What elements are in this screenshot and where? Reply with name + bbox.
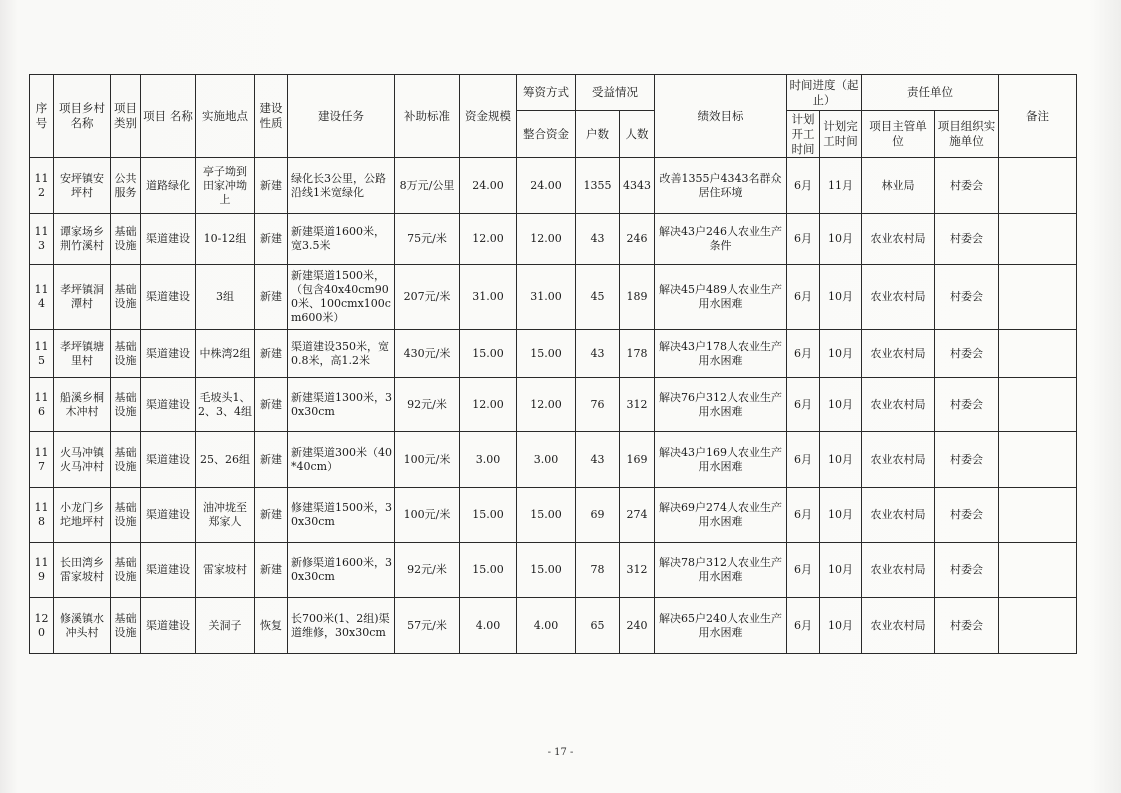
header-nature: 建设性质 (255, 75, 288, 158)
cell-location: 25、26组 (196, 432, 255, 488)
cell-dept: 林业局 (862, 158, 935, 214)
cell-category: 基础设施 (111, 214, 141, 265)
cell-integrated-funds: 12.00 (517, 214, 576, 265)
cell-category: 基础设施 (111, 488, 141, 543)
cell-dept: 农业农村局 (862, 265, 935, 330)
cell-task: 渠道建设350米，宽0.8米，高1.2米 (288, 330, 395, 378)
cell-start: 6月 (787, 158, 820, 214)
cell-performance: 解决45户489人农业生产用水困难 (655, 265, 787, 330)
table-row (30, 330, 1077, 378)
cell-category: 基础设施 (111, 378, 141, 432)
cell-seq: 119 (30, 543, 54, 598)
cell-location: 毛坡头1、2、3、4组 (196, 378, 255, 432)
cell-scale: 3.00 (460, 432, 517, 488)
cell-integrated-funds: 31.00 (517, 265, 576, 330)
cell-village: 火马冲镇火马冲村 (54, 432, 111, 488)
cell-remark (999, 214, 1077, 265)
cell-org: 村委会 (935, 378, 999, 432)
cell-remark (999, 543, 1077, 598)
cell-start: 6月 (787, 598, 820, 654)
cell-start: 6月 (787, 543, 820, 598)
cell-task: 新修渠道1600米，30x30cm (288, 543, 395, 598)
cell-performance: 解决43户246人农业生产条件 (655, 214, 787, 265)
header-beneficiary: 受益情况 (576, 75, 655, 111)
cell-households: 1355 (576, 158, 620, 214)
cell-project-name: 道路绿化 (141, 158, 196, 214)
cell-end: 10月 (820, 330, 862, 378)
cell-project-name: 渠道建设 (141, 598, 196, 654)
cell-dept: 农业农村局 (862, 378, 935, 432)
cell-performance: 解决69户274人农业生产用水困难 (655, 488, 787, 543)
cell-start: 6月 (787, 214, 820, 265)
cell-integrated-funds: 15.00 (517, 488, 576, 543)
cell-task: 绿化长3公里，公路沿线1米宽绿化 (288, 158, 395, 214)
header-org: 项目组织实施单位 (935, 111, 999, 158)
header-schedule: 时间进度（起止） (787, 75, 862, 111)
cell-seq: 118 (30, 488, 54, 543)
cell-integrated-funds: 24.00 (517, 158, 576, 214)
cell-dept: 农业农村局 (862, 432, 935, 488)
cell-remark (999, 598, 1077, 654)
cell-dept: 农业农村局 (862, 488, 935, 543)
cell-performance: 改善1355户4343名群众居住环境 (655, 158, 787, 214)
cell-task: 修建渠道1500米，30x30cm (288, 488, 395, 543)
header-village: 项目乡村名称 (54, 75, 111, 158)
cell-integrated-funds: 12.00 (517, 378, 576, 432)
cell-persons: 312 (620, 378, 655, 432)
cell-project-name: 渠道建设 (141, 543, 196, 598)
cell-subsidy: 8万元/公里 (395, 158, 460, 214)
table-row (30, 432, 1077, 488)
cell-task: 新建渠道300米（40*40cm） (288, 432, 395, 488)
cell-scale: 12.00 (460, 378, 517, 432)
header-scale: 资金规模 (460, 75, 517, 158)
cell-performance: 解决78户312人农业生产用水困难 (655, 543, 787, 598)
cell-persons: 169 (620, 432, 655, 488)
cell-subsidy: 430元/米 (395, 330, 460, 378)
cell-seq: 114 (30, 265, 54, 330)
cell-project-name: 渠道建设 (141, 214, 196, 265)
cell-task: 新建渠道1500米，（包含40x40cm900米、100cmx100cm600米） (288, 265, 395, 330)
header-row-1 (30, 75, 1077, 111)
header-subsidy: 补助标准 (395, 75, 460, 158)
cell-start: 6月 (787, 488, 820, 543)
cell-project-name: 渠道建设 (141, 378, 196, 432)
cell-end: 10月 (820, 543, 862, 598)
cell-start: 6月 (787, 378, 820, 432)
cell-scale: 15.00 (460, 488, 517, 543)
cell-village: 小龙门乡坨地坪村 (54, 488, 111, 543)
cell-seq: 120 (30, 598, 54, 654)
cell-remark (999, 432, 1077, 488)
cell-integrated-funds: 15.00 (517, 330, 576, 378)
cell-nature: 新建 (255, 488, 288, 543)
cell-scale: 12.00 (460, 214, 517, 265)
cell-scale: 24.00 (460, 158, 517, 214)
cell-households: 65 (576, 598, 620, 654)
cell-org: 村委会 (935, 432, 999, 488)
cell-scale: 31.00 (460, 265, 517, 330)
cell-end: 10月 (820, 488, 862, 543)
table-row (30, 265, 1077, 330)
table-row (30, 214, 1077, 265)
cell-dept: 农业农村局 (862, 598, 935, 654)
cell-village: 安坪镇安坪村 (54, 158, 111, 214)
cell-nature: 新建 (255, 214, 288, 265)
header-category: 项目类别 (111, 75, 141, 158)
cell-persons: 189 (620, 265, 655, 330)
cell-location: 雷家坡村 (196, 543, 255, 598)
cell-dept: 农业农村局 (862, 214, 935, 265)
cell-persons: 240 (620, 598, 655, 654)
cell-subsidy: 100元/米 (395, 432, 460, 488)
cell-remark (999, 378, 1077, 432)
cell-dept: 农业农村局 (862, 330, 935, 378)
cell-start: 6月 (787, 330, 820, 378)
cell-org: 村委会 (935, 488, 999, 543)
cell-scale: 4.00 (460, 598, 517, 654)
cell-task: 长700米(1、2组)渠道维修，30x30cm (288, 598, 395, 654)
header-project-name: 项目 名称 (141, 75, 196, 158)
cell-org: 村委会 (935, 543, 999, 598)
cell-persons: 274 (620, 488, 655, 543)
cell-nature: 恢复 (255, 598, 288, 654)
cell-location: 油冲垅至郑家人 (196, 488, 255, 543)
cell-integrated-funds: 4.00 (517, 598, 576, 654)
cell-nature: 新建 (255, 378, 288, 432)
cell-scale: 15.00 (460, 543, 517, 598)
cell-location: 亭子坳到田家冲坳上 (196, 158, 255, 214)
cell-village: 长田湾乡雷家坡村 (54, 543, 111, 598)
cell-org: 村委会 (935, 158, 999, 214)
cell-integrated-funds: 15.00 (517, 543, 576, 598)
cell-project-name: 渠道建设 (141, 488, 196, 543)
header-funding: 筹资方式 (517, 75, 576, 111)
header-seq: 序号 (30, 75, 54, 158)
cell-start: 6月 (787, 432, 820, 488)
cell-households: 69 (576, 488, 620, 543)
cell-scale: 15.00 (460, 330, 517, 378)
header-persons: 人数 (620, 111, 655, 158)
cell-persons: 4343 (620, 158, 655, 214)
cell-end: 10月 (820, 265, 862, 330)
cell-remark (999, 488, 1077, 543)
cell-persons: 312 (620, 543, 655, 598)
cell-integrated-funds: 3.00 (517, 432, 576, 488)
cell-subsidy: 207元/米 (395, 265, 460, 330)
cell-nature: 新建 (255, 330, 288, 378)
cell-nature: 新建 (255, 543, 288, 598)
cell-location: 中株湾2组 (196, 330, 255, 378)
cell-dept: 农业农村局 (862, 543, 935, 598)
cell-project-name: 渠道建设 (141, 432, 196, 488)
cell-performance: 解决43户178人农业生产用水困难 (655, 330, 787, 378)
cell-category: 基础设施 (111, 543, 141, 598)
cell-households: 76 (576, 378, 620, 432)
cell-seq: 112 (30, 158, 54, 214)
header-performance: 绩效目标 (655, 75, 787, 158)
header-households: 户数 (576, 111, 620, 158)
cell-nature: 新建 (255, 432, 288, 488)
header-end: 计划完工时间 (820, 111, 862, 158)
cell-remark (999, 265, 1077, 330)
header-responsible: 责任单位 (862, 75, 999, 111)
cell-nature: 新建 (255, 265, 288, 330)
cell-category: 基础设施 (111, 432, 141, 488)
cell-location: 关洞子 (196, 598, 255, 654)
cell-end: 10月 (820, 598, 862, 654)
cell-end: 10月 (820, 432, 862, 488)
cell-seq: 116 (30, 378, 54, 432)
cell-task: 新建渠道1300米，30x30cm (288, 378, 395, 432)
cell-task: 新建渠道1600米，宽3.5米 (288, 214, 395, 265)
cell-performance: 解决65户240人农业生产用水困难 (655, 598, 787, 654)
cell-subsidy: 92元/米 (395, 543, 460, 598)
cell-subsidy: 57元/米 (395, 598, 460, 654)
page-number: - 17 - (547, 747, 574, 758)
cell-seq: 115 (30, 330, 54, 378)
cell-village: 修溪镇水冲头村 (54, 598, 111, 654)
cell-category: 基础设施 (111, 265, 141, 330)
cell-location: 3组 (196, 265, 255, 330)
cell-households: 43 (576, 330, 620, 378)
cell-remark (999, 330, 1077, 378)
header-start: 计划开工时间 (787, 111, 820, 158)
header-location: 实施地点 (196, 75, 255, 158)
cell-end: 10月 (820, 378, 862, 432)
cell-subsidy: 92元/米 (395, 378, 460, 432)
cell-category: 基础设施 (111, 330, 141, 378)
cell-households: 43 (576, 432, 620, 488)
cell-households: 45 (576, 265, 620, 330)
cell-households: 78 (576, 543, 620, 598)
cell-village: 孝坪镇塘里村 (54, 330, 111, 378)
cell-org: 村委会 (935, 330, 999, 378)
cell-nature: 新建 (255, 158, 288, 214)
cell-category: 基础设施 (111, 598, 141, 654)
cell-org: 村委会 (935, 265, 999, 330)
table-row (30, 158, 1077, 214)
cell-org: 村委会 (935, 214, 999, 265)
cell-village: 船溪乡桐木冲村 (54, 378, 111, 432)
table-row (30, 598, 1077, 654)
cell-households: 43 (576, 214, 620, 265)
cell-end: 10月 (820, 214, 862, 265)
table-row (30, 378, 1077, 432)
project-table (29, 74, 1077, 654)
cell-project-name: 渠道建设 (141, 330, 196, 378)
cell-village: 孝坪镇洞潭村 (54, 265, 111, 330)
cell-subsidy: 75元/米 (395, 214, 460, 265)
cell-subsidy: 100元/米 (395, 488, 460, 543)
cell-seq: 113 (30, 214, 54, 265)
cell-remark (999, 158, 1077, 214)
header-remarks: 备注 (999, 75, 1077, 158)
cell-persons: 178 (620, 330, 655, 378)
header-dept: 项目主管单位 (862, 111, 935, 158)
table-row (30, 543, 1077, 598)
cell-end: 11月 (820, 158, 862, 214)
cell-start: 6月 (787, 265, 820, 330)
cell-location: 10-12组 (196, 214, 255, 265)
header-task: 建设任务 (288, 75, 395, 158)
cell-performance: 解决76户312人农业生产用水困难 (655, 378, 787, 432)
cell-performance: 解决43户169人农业生产用水困难 (655, 432, 787, 488)
cell-persons: 246 (620, 214, 655, 265)
cell-seq: 117 (30, 432, 54, 488)
table-row (30, 488, 1077, 543)
cell-village: 谭家场乡荆竹溪村 (54, 214, 111, 265)
header-integrated-funds: 整合资金 (517, 111, 576, 158)
cell-category: 公共服务 (111, 158, 141, 214)
cell-org: 村委会 (935, 598, 999, 654)
table-body (30, 158, 1077, 654)
cell-project-name: 渠道建设 (141, 265, 196, 330)
